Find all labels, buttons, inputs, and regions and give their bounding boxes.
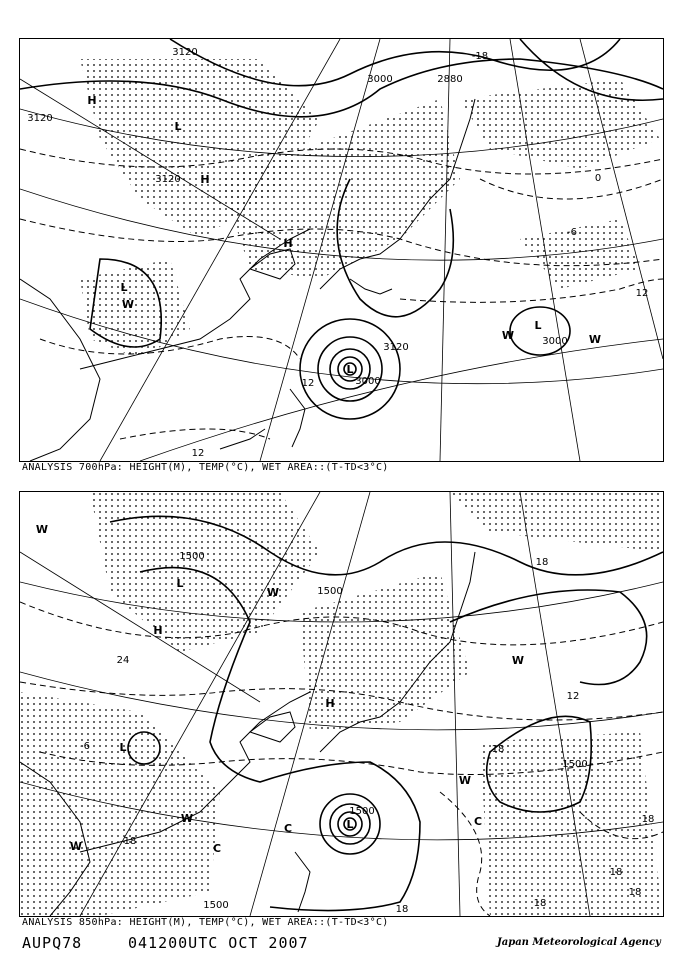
temp-label: 18 xyxy=(535,557,549,568)
height-label: 3120 xyxy=(172,47,198,58)
warm-center: W xyxy=(121,298,135,311)
map-panel-850hpa xyxy=(19,491,664,917)
high-center: H xyxy=(325,697,335,710)
warm-center: W xyxy=(266,586,280,599)
warm-center: W xyxy=(501,329,515,342)
temp-label: 18 xyxy=(533,898,547,909)
caption-850hpa: ANALYSIS 850hPa: HEIGHT(M), TEMP(°C), WET AREA::(T-TD<3°C) xyxy=(22,917,389,928)
temp-label: 12 xyxy=(301,378,315,389)
valid-time: 041200UTC OCT 2007 xyxy=(128,934,309,952)
map-700hpa-svg xyxy=(20,39,663,461)
height-label: 3000 xyxy=(367,74,393,85)
low-center: L xyxy=(119,741,127,754)
temp-label: 0 xyxy=(594,173,602,184)
height-label: 3000 xyxy=(355,376,381,387)
temp-label: 18 xyxy=(123,836,137,847)
low-center: L xyxy=(346,818,354,831)
low-center: L xyxy=(174,120,182,133)
height-label: 1500 xyxy=(349,806,375,817)
temp-label: 18 xyxy=(641,814,655,825)
cold-center: C xyxy=(283,822,293,835)
temp-label: 12 xyxy=(566,691,580,702)
height-label: 1500 xyxy=(317,586,343,597)
high-center: H xyxy=(283,237,293,250)
chart-id: AUPQ78 xyxy=(22,934,83,952)
temp-label: 18 xyxy=(628,887,642,898)
cold-center: C xyxy=(473,815,483,828)
high-center: H xyxy=(200,173,210,186)
temp-label: 18 xyxy=(491,744,505,755)
caption-700hpa: ANALYSIS 700hPa: HEIGHT(M), TEMP(°C), WET AREA::(T-TD<3°C) xyxy=(22,462,389,473)
height-label: 1500 xyxy=(562,759,588,770)
height-label: 3120 xyxy=(155,174,181,185)
temp-label: -6 xyxy=(80,741,90,752)
low-center: L xyxy=(176,577,184,590)
low-center: L xyxy=(120,281,128,294)
height-label: 1500 xyxy=(179,551,205,562)
map-panel-700hpa xyxy=(19,38,664,462)
temp-label: 18 xyxy=(609,867,623,878)
height-label: 2880 xyxy=(437,74,463,85)
wet-areas xyxy=(80,59,660,359)
temp-label: 12 xyxy=(635,288,649,299)
warm-center: W xyxy=(35,523,49,536)
low-center: L xyxy=(346,363,354,376)
height-label: 3120 xyxy=(383,342,409,353)
warm-center: W xyxy=(511,654,525,667)
temp-label: -6 xyxy=(567,227,577,238)
height-label: 1500 xyxy=(203,900,229,911)
warm-center: W xyxy=(458,774,472,787)
high-center: H xyxy=(153,624,163,637)
temp-label: 12 xyxy=(191,448,205,459)
warm-center: W xyxy=(69,840,83,853)
height-label: 3000 xyxy=(542,336,568,347)
map-850hpa-svg xyxy=(20,492,663,916)
low-center: L xyxy=(534,319,542,332)
high-center: H xyxy=(87,94,97,107)
warm-center: W xyxy=(588,333,602,346)
cold-center: C xyxy=(212,842,222,855)
temp-label: 24 xyxy=(116,655,130,666)
agency-name: Japan Meteorological Agency xyxy=(497,937,661,948)
temp-label: 18 xyxy=(395,904,409,915)
temp-label: -18 xyxy=(471,51,489,62)
height-label: 3120 xyxy=(27,113,53,124)
warm-center: W xyxy=(180,812,194,825)
